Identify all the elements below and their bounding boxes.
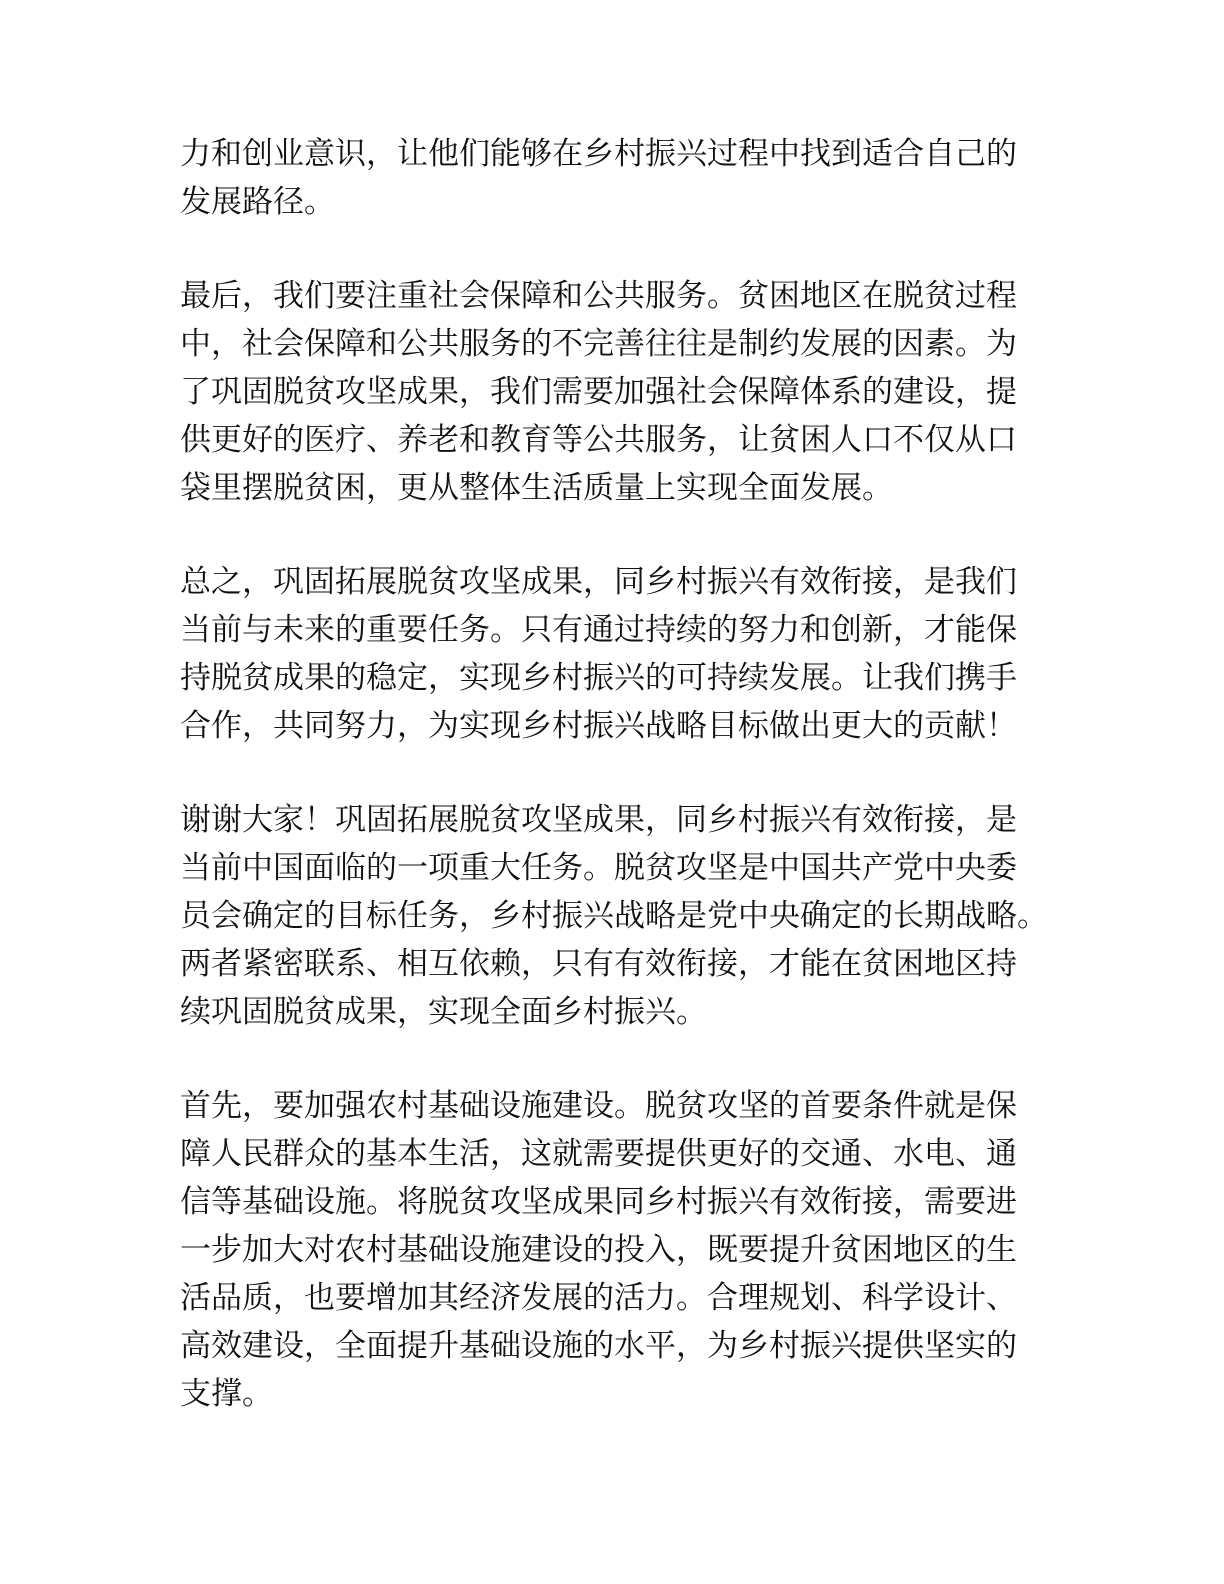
text-line: 合作，共同努力，为实现乡村振兴战略目标做出更大的贡献！	[180, 708, 1017, 744]
text-line: 力和创业意识，让他们能够在乡村振兴过程中找到适合自己的	[180, 136, 1017, 172]
document-body	[180, 130, 1060, 1464]
paragraph-2	[180, 272, 1060, 512]
text-line: 持脱贫成果的稳定，实现乡村振兴的可持续发展。让我们携手	[180, 660, 1017, 696]
text-line: 当前与未来的重要任务。只有通过持续的努力和创新，才能保	[180, 612, 1017, 648]
text-line: 活品质，也要增加其经济发展的活力。合理规划、科学设计、	[180, 1280, 1017, 1316]
text-line: 供更好的医疗、养老和教育等公共服务，让贫困人口不仅从口	[180, 422, 1017, 458]
text-line: 信等基础设施。将脱贫攻坚成果同乡村振兴有效衔接，需要进	[180, 1184, 1017, 1220]
text-line: 中，社会保障和公共服务的不完善往往是制约发展的因素。为	[180, 326, 1017, 362]
text-line: 障人民群众的基本生活，这就需要提供更好的交通、水电、通	[180, 1136, 1017, 1172]
text-line: 一步加大对农村基础设施建设的投入，既要提升贫困地区的生	[180, 1232, 1017, 1268]
text-line: 总之，巩固拓展脱贫攻坚成果，同乡村振兴有效衔接，是我们	[180, 564, 1017, 600]
text-line: 员会确定的目标任务，乡村振兴战略是党中央确定的长期战略。	[180, 898, 1048, 934]
text-line: 支撑。	[180, 1376, 273, 1412]
paragraph-4	[180, 796, 1060, 1036]
text-line: 了巩固脱贫攻坚成果，我们需要加强社会保障体系的建设，提	[180, 374, 1017, 410]
paragraph-3	[180, 558, 1060, 750]
text-line: 首先，要加强农村基础设施建设。脱贫攻坚的首要条件就是保	[180, 1088, 1017, 1124]
text-line: 最后，我们要注重社会保障和公共服务。贫困地区在脱贫过程	[180, 278, 1017, 314]
paragraph-5	[180, 1082, 1060, 1418]
text-line: 发展路径。	[180, 184, 335, 220]
text-line: 续巩固脱贫成果，实现全面乡村振兴。	[180, 994, 707, 1030]
text-line: 当前中国面临的一项重大任务。脱贫攻坚是中国共产党中央委	[180, 850, 1017, 886]
text-line: 谢谢大家！巩固拓展脱贫攻坚成果，同乡村振兴有效衔接，是	[180, 802, 1017, 838]
text-line: 两者紧密联系、相互依赖，只有有效衔接，才能在贫困地区持	[180, 946, 1017, 982]
paragraph-1	[180, 130, 1060, 226]
text-line: 高效建设，全面提升基础设施的水平，为乡村振兴提供坚实的	[180, 1328, 1017, 1364]
text-line: 袋里摆脱贫困，更从整体生活质量上实现全面发展。	[180, 470, 893, 506]
